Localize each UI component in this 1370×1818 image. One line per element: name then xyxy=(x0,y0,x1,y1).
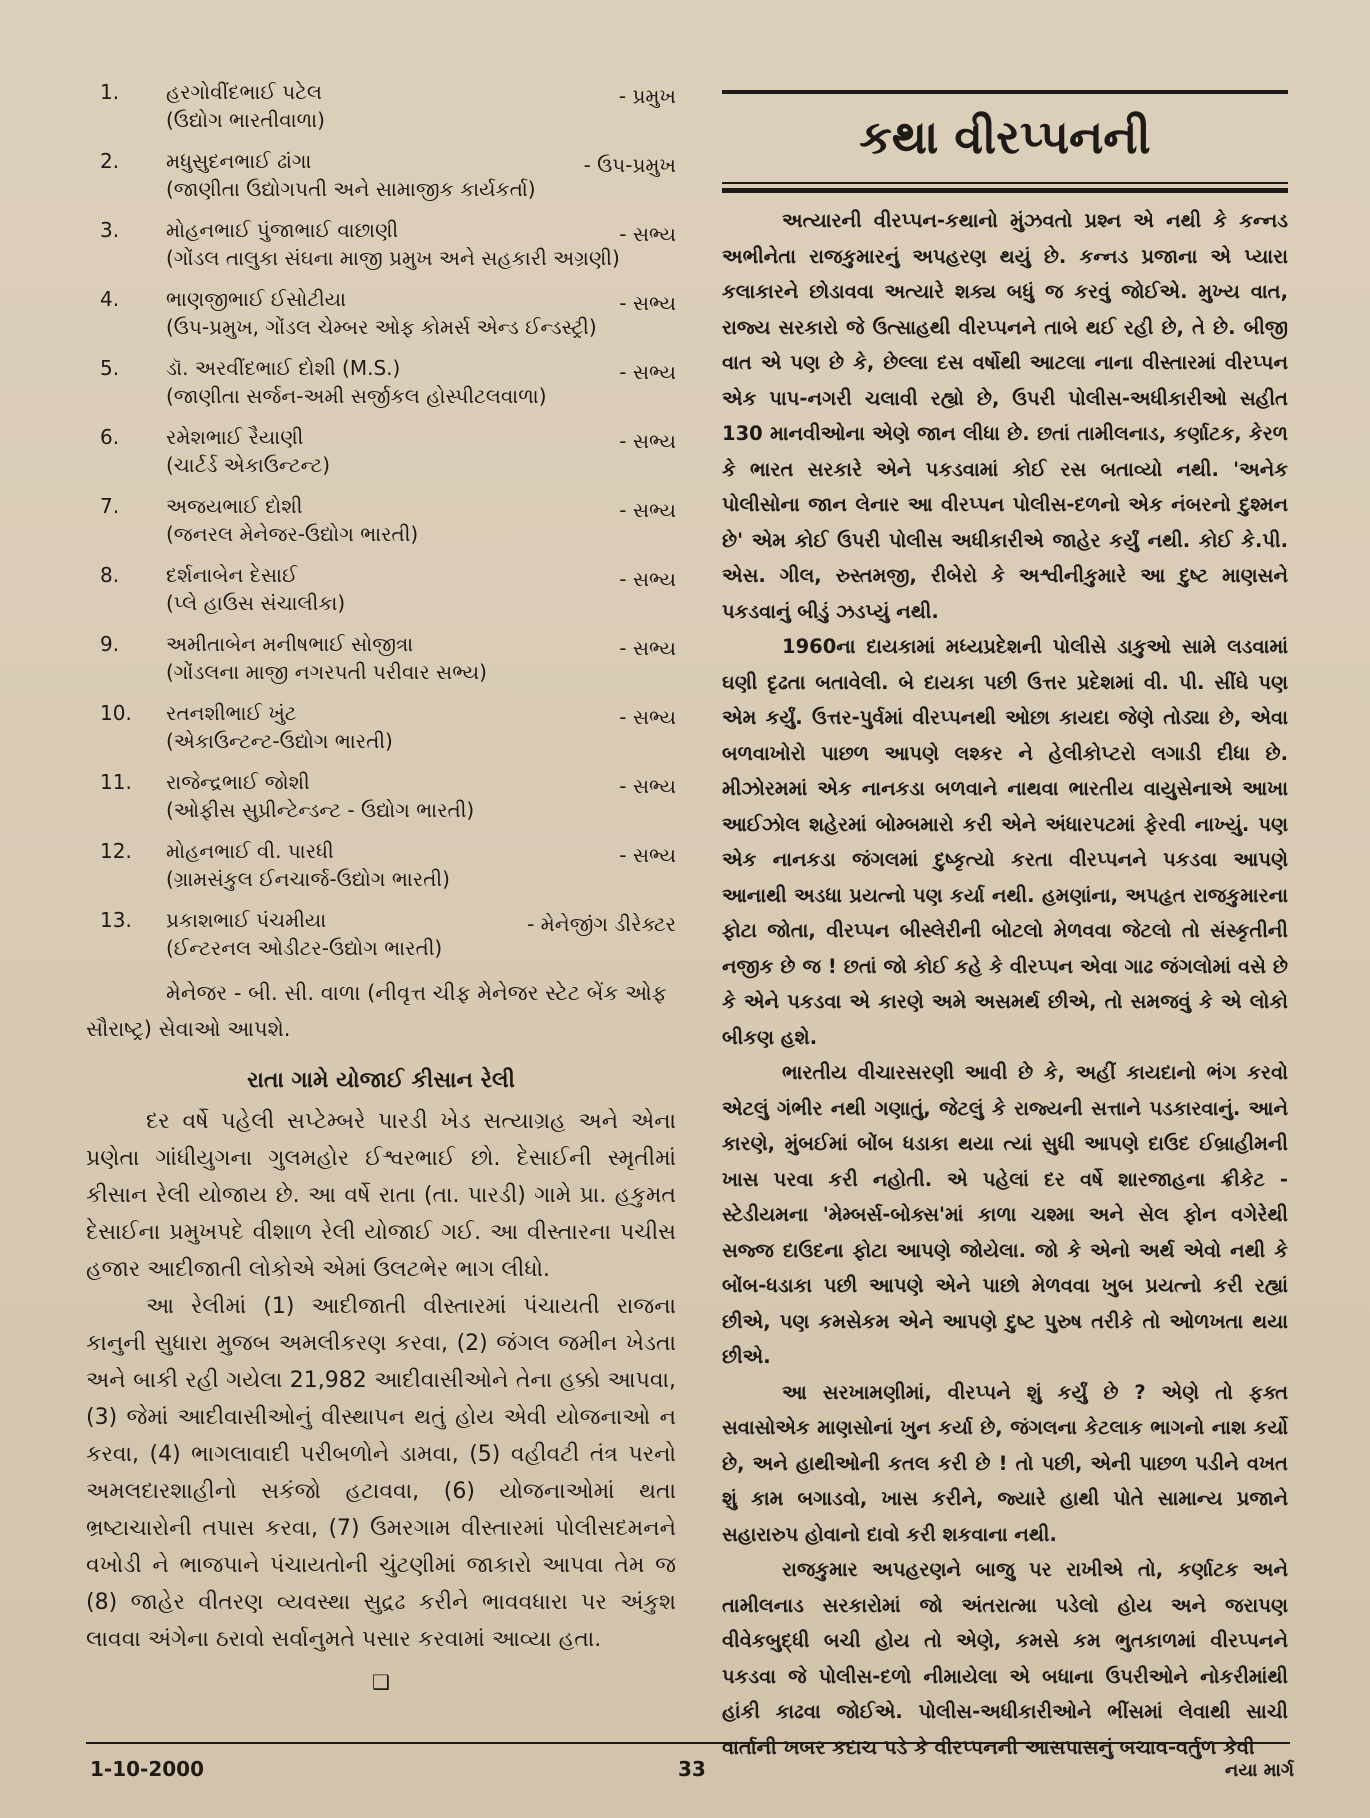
member-description: (ઓફીસ સુપ્રીન્ટેન્ડન્ટ - ઉદ્યોગ ભારતી) xyxy=(166,798,475,822)
member-item xyxy=(86,837,676,893)
end-mark: ❑ xyxy=(372,1670,390,1694)
committee-list xyxy=(86,78,676,962)
member-role: - ઉપ-પ્રમુખ xyxy=(583,153,676,177)
member-role: - મેનેજીંગ ડીરેક્ટર xyxy=(527,912,676,936)
member-item xyxy=(86,699,676,755)
member-role: - પ્રમુખ xyxy=(618,84,676,108)
member-role: - સભ્ય xyxy=(619,774,676,798)
member-description: (ગોંડલ તાલુકા સંઘના માજી પ્રમુખ અને સહકારી અગ્રણી) xyxy=(166,246,620,270)
member-item xyxy=(86,78,676,134)
article-paragraph: ભારતીય વીચારસરણી આવી છે કે, અહીં કાયદાનો ભંગ કરવો એટલું ગંભીર નથી ગણાતું, જેટલું કે રાજ્યની સત્તાને પડકારવાનું. આને કારણે, મુંબઈમાં બોંબ ધડાકા થયા ત્યાં સુધી આપણે દાઉદ ઈબ્રાહીમની ખાસ પરવા કરી નહોતી. એ પહેલાં દર વર્ષે શારજાહના ક્રીકેટ - સ્ટેડીયમના 'મેમ્બર્સ-બોક્સ'માં કાળા ચશ્મા અને સેલ ફોન વગેરેથી સજ્જ દાઉદના ફોટા આપણે જોયેલા. જો કે એનો અર્થ એવો નથી કે બોંબ-ધડાકા પછી આપણે એને પાછો મેળવવા ખુબ પ્રયત્નો કરી રહ્યાં છીએ, પણ કમસેકમ એને આપણે દુષ્ટ પુરુષ તરીકે તો ઓળખતા થયા છીએ. xyxy=(722,1061,1288,1368)
member-name: ભાણજીભાઈ ઈસોટીયા xyxy=(166,287,347,311)
member-item xyxy=(86,561,676,617)
member-name: અજયભાઈ દોશી xyxy=(166,494,303,518)
magazine-name: નયા માર્ગ xyxy=(1224,1760,1294,1781)
member-role: - સભ્ય xyxy=(619,705,676,729)
title-rule-top xyxy=(722,90,1288,94)
member-item xyxy=(86,354,676,410)
member-number: 9. xyxy=(100,632,120,656)
member-name: મોહનભાઈ વી. પારધી xyxy=(166,839,334,863)
member-name: મોહનભાઈ પુંજાભાઈ વાછાણી xyxy=(166,218,399,242)
member-name: રાજેન્દ્રભાઈ જોશી xyxy=(166,770,310,794)
member-number: 13. xyxy=(100,908,132,932)
title-rule-thick xyxy=(722,188,1288,193)
member-item xyxy=(86,216,676,272)
member-name: અમીતાબેન મનીષભાઈ સોજીત્રા xyxy=(166,632,414,656)
member-description: (જાણીતા સર્જન-અમી સર્જીકલ હોસ્પીટલવાળા) xyxy=(166,384,547,408)
member-item xyxy=(86,147,676,203)
member-description: (ઉદ્યોગ ભારતીવાળા) xyxy=(166,108,325,132)
title-rule-thin xyxy=(722,182,1288,184)
member-description: (પ્લે હાઉસ સંચાલીકા) xyxy=(166,591,346,615)
right-column xyxy=(722,90,1288,1765)
member-number: 1. xyxy=(100,80,120,104)
member-name: રતનશીભાઈ ખુંટ xyxy=(166,701,297,725)
member-description: (ઉપ-પ્રમુખ, ગોંડલ ચેમ્બર ઓફ કોમર્સ એન્ડ ઈન્ડસ્ટ્રી) xyxy=(166,315,597,339)
rally-paragraph: આ રેલીમાં (1) આદીજાતી વીસ્તારમાં પંચાયતી રાજના કાનુની સુધારા મુજબ અમલીકરણ કરવા, (2) જંગલ જમીન ખેડતા અને બાકી રહી ગયેલા 21,982 આદીવાસીઓને તેના હક્કો આપવા, (3) જેમાં આદીવાસીઓનું વીસ્થાપન થતું હોય એવી યોજનાઓ ન કરવા, (4) ભાગલાવાદી પરીબળોને ડામવા, (5) વહીવટી તંત્ર પરનો અમલદારશાહીનો સકંજો હટાવવા, (6) યોજનાઓમાં થતા ભ્રષ્ટાચારોની તપાસ કરવા, (7) ઉમરગામ વીસ્તારમાં પોલીસદમનને વખોડી ને ભાજપાને પંચાયતોની ચુંટણીમાં જાકારો આપવા તેમ જ (8) જાહેર વીતરણ વ્યવસ્થા સુદ્રઢ કરીને ભાવવધારા પર અંકુશ લાવવા અંગેના ઠરાવો સર્વાનુમતે પસાર કરવામાં આવ્યા હતા. xyxy=(86,1294,676,1652)
member-role: - સભ્ય xyxy=(619,360,676,384)
member-description: (ઈન્ટરનલ ઓડીટર-ઉદ્યોગ ભારતી) xyxy=(166,936,443,960)
article-paragraph: રાજકુમાર અપહરણને બાજુ પર રાખીએ તો, કર્ણાટક અને તામીલનાડ સરકારોમાં જો અંતરાત્મા પડેલો હોય અને જરાપણ વીવેકબુદ્ધી બચી હોય તો એણે, કમસે કમ ભુતકાળમાં વીરપ્પનને પકડવા જે પોલીસ-દળો નીમાયેલા એ બધાના ઉપરીઓને નોકરીમાંથી હાંકી કાઢવા જોઈએ. પોલીસ-અધીકારીઓને ભીંસમાં લેવાથી સાચી વાર્તાની ખબર કદાચ પડે કે વીરપ્પનની આસપાસનું બચાવ-વર્તુળ કેવી xyxy=(722,1558,1288,1759)
member-item xyxy=(86,630,676,686)
member-role: - સભ્ય xyxy=(619,498,676,522)
member-name: રમેશભાઈ રૈયાણી xyxy=(166,425,304,449)
member-description: (ચાર્ટર્ડ એકાઉન્ટન્ટ) xyxy=(166,453,331,477)
article-paragraph: 1960ના દાયકામાં મધ્યપ્રદેશની પોલીસે ડાકુઓ સામે લડવામાં ઘણી દૃઢતા બતાવેલી. બે દાયકા પછી ઉત્તર પ્રદેશમાં વી. પી. સીંઘે પણ એમ કર્યું. ઉત્તર-પુર્વમાં વીરપ્પનથી ઓછા કાયદા જેણે તોડ્યા છે, એવા બળવાખોરો પાછળ આપણે લશ્કર ને હેલીકોપ્ટરો લગાડી દીધા છે. મીઝોરમમાં એક નાનકડા બળવાને નાથવા ભારતીય વાયુસેનાએ આખા આઈઝોલ શહેરમાં બોમ્બમારો કરી એને અંધારપટમાં ફેરવી નાખ્યું. પણ એક નાનકડા જંગલમાં દુષ્કૃત્યો કરતા વીરપ્પનને પકડવા આપણે આનાથી અડધા પ્રયત્નો પણ કર્યા નથી. હમણાંના, અપહૃત રાજકુમારના ફોટા જોતા, વીરપ્પન બીસ્લેરીની બોટલો મેળવવા જેટલો તો સંસ્કૃતીની નજીક છે જ ! છતાં જો કોઈ કહે કે વીરપ્પન એવા ગાઢ જંગલોમાં વસે છે કે એને પકડવા એ કારણે અમે અસમર્થ છીએ, તો સમજવું કે એ લોકો બીકણ હશે. xyxy=(722,635,1288,1049)
member-number: 11. xyxy=(100,770,132,794)
footer-rule xyxy=(86,1742,1290,1744)
article-paragraph: અત્યારની વીરપ્પન-કથાનો મુંઝવતો પ્રશ્ન એ નથી કે કન્નડ અભીનેતા રાજકુમારનું અપહરણ થયું છે. કન્નડ પ્રજાના એ પ્યારા કલાકારને છોડાવવા અત્યારે શક્ય બધું જ કરવું જોઈએ. મુખ્ય વાત, રાજ્ય સરકારો જે ઉત્સાહથી વીરપ્પનને તાબે થઈ રહી છે, તે છે. બીજી વાત એ પણ છે કે, છેલ્લા દસ વર્ષોથી આટલા નાના વીસ્તારમાં વીરપ્પન એક પાપ-નગરી ચલાવી રહ્યો છે, ઉપરી પોલીસ-અધીકારીઓ સહીત 130 માનવીઓના એણે જાન લીધા છે. છતાં તામીલનાડ, કર્ણાટક, કેરળ કે ભારત સરકારે એને પકડવામાં કોઈ રસ બતાવ્યો નથી. 'અનેક પોલીસોના જાન લેનાર આ વીરપ્પન પોલીસ-દળનો એક નંબરનો દુશ્મન છે' એમ કોઈ ઉપરી પોલીસ અધીકારીએ જાહેર કર્યું નથી. કોઈ કે.પી. એસ. ગીલ, રુસ્તમજી, રીબેરો કે અશ્વીનીકુમારે આ દુષ્ટ માણસને પકડવાનું બીડું ઝડપ્યું નથી. xyxy=(722,209,1288,623)
rally-paragraph: દર વર્ષે પહેલી સપ્ટેમ્બરે પારડી ખેડ સત્યાગ્રહ અને એના પ્રણેતા ગાંધીયુગના ગુલમહોર ઈશ્વરભાઈ છો. દેસાઈની સ્મૃતીમાં કીસાન રેલી યોજાય છે. આ વર્ષે રાતા (તા. પારડી) ગામે પ્રા. હકુમત દેસાઈના પ્રમુખપદે વીશાળ રેલી યોજાઈ ગઈ. આ વીસ્તારના પચીસ હજાર આદીજાતી લોકોએ એમાં ઉલટભેર ભાગ લીધો. xyxy=(86,1109,676,1282)
member-role: - સભ્ય xyxy=(619,843,676,867)
member-role: - સભ્ય xyxy=(619,636,676,660)
member-name: મધુસુદનભાઈ ઢાંગા xyxy=(166,149,312,173)
member-number: 4. xyxy=(100,287,120,311)
member-role: - સભ્ય xyxy=(619,222,676,246)
member-number: 8. xyxy=(100,563,120,587)
member-item xyxy=(86,285,676,341)
member-number: 3. xyxy=(100,218,120,242)
member-role: - સભ્ય xyxy=(619,291,676,315)
member-item xyxy=(86,906,676,962)
rally-heading: રાતા ગામે યોજાઈ કીસાન રેલી xyxy=(247,1068,515,1093)
member-role: - સભ્ય xyxy=(619,567,676,591)
member-number: 10. xyxy=(100,701,132,725)
member-description: (જનરલ મેનેજર-ઉદ્યોગ ભારતી) xyxy=(166,522,419,546)
member-number: 2. xyxy=(100,149,120,173)
member-number: 12. xyxy=(100,839,132,863)
article-title: કથા વીરપ્પનની xyxy=(859,110,1151,164)
member-name: દર્શનાબેન દેસાઈ xyxy=(166,563,298,587)
article-paragraph: આ સરખામણીમાં, વીરપ્પને શું કર્યું છે ? એણે તો ફક્ત સવાસોએક માણસોનાં ખુન કર્યા છે, જંગલના કેટલાક ભાગનો નાશ કર્યો છે, અને હાથીઓની કતલ કરી છે ! તો પછી, એની પાછળ પડીને વખત શું કામ બગાડવો, ખાસ કરીને, જ્યારે હાથી પોતે સામાન્ય પ્રજાને સહારારુપ હોવાનો દાવો કરી શકવાના નથી. xyxy=(722,1380,1288,1546)
page-number: 33 xyxy=(678,1757,706,1781)
member-item xyxy=(86,492,676,548)
footer-date: 1-10-2000 xyxy=(90,1757,205,1781)
member-number: 6. xyxy=(100,425,120,449)
member-description: (એકાઉન્ટન્ટ-ઉદ્યોગ ભારતી) xyxy=(166,729,393,753)
member-name: હરગોવીંદભાઈ પટેલ xyxy=(166,80,322,104)
member-description: (ગ્રામસંકુલ ઈનચાર્જ-ઉદ્યોગ ભારતી) xyxy=(166,867,450,891)
manager-note: મેનેજર - બી. સી. વાળા (નીવૃત્ત ચીફ મેનેજર સ્ટેટ બેંક ઓફ સૌરાષ્ટ્ર) સેવાઓ આપશે. xyxy=(86,981,667,1041)
member-name: પ્રકાશભાઈ પંચમીયા xyxy=(166,908,327,932)
member-number: 7. xyxy=(100,494,120,518)
member-number: 5. xyxy=(100,356,120,380)
member-description: (જાણીતા ઉદ્યોગપતી અને સામાજીક કાર્યકર્તા) xyxy=(166,177,536,201)
member-role: - સભ્ય xyxy=(619,429,676,453)
member-item xyxy=(86,768,676,824)
member-name: ડૉ. અરવીંદભાઈ દોશી (M.S.) xyxy=(166,356,401,380)
member-item xyxy=(86,423,676,479)
left-column xyxy=(86,78,676,1696)
member-description: (ગોંડલના માજી નગરપતી પરીવાર સભ્ય) xyxy=(166,660,487,684)
